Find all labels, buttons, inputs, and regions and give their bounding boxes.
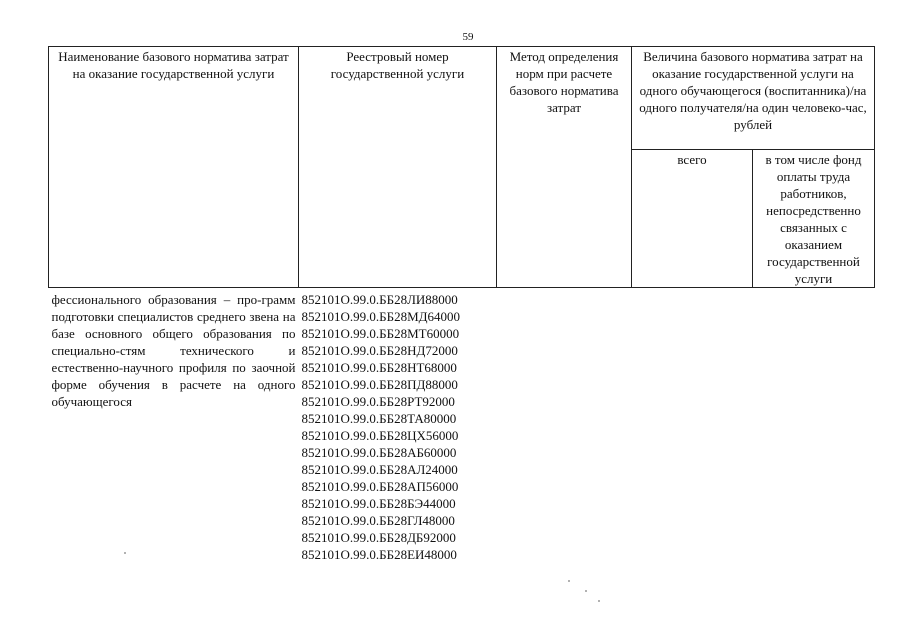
registry-number: 852101О.99.0.ББ28НТ68000 bbox=[301, 360, 457, 375]
registry-number: 852101О.99.0.ББ28МД64000 bbox=[301, 309, 460, 324]
col-header-value-group: Величина базового норматива затрат на оказание государственной услуги на одного обучающегося (воспитанника)/на одного получателя/на один человеко-час, рублей bbox=[632, 47, 875, 150]
page-number: 59 bbox=[462, 31, 474, 43]
scan-speck bbox=[598, 600, 600, 602]
registry-number: 852101О.99.0.ББ28ЛИ88000 bbox=[301, 292, 458, 307]
header-row-main bbox=[49, 47, 875, 150]
scan-speck bbox=[585, 590, 587, 592]
total-cell bbox=[632, 288, 753, 564]
payroll-cell bbox=[753, 288, 875, 564]
service-name-cell bbox=[49, 288, 299, 564]
registry-number: 852101О.99.0.ББ28АБ60000 bbox=[301, 445, 457, 460]
registry-number: 852101О.99.0.ББ28НД72000 bbox=[301, 343, 458, 358]
norms-table bbox=[48, 46, 875, 563]
registry-number: 852101О.99.0.ББ28АЛ24000 bbox=[301, 462, 458, 477]
service-name: фессионального образования – про-грамм подготовки специалистов среднего звена на базе основного общего образования по специально-стям технического и естественно-научного профиля по заочной форме обучения в расчете на одного обучающегося bbox=[51, 292, 296, 409]
registry-cell bbox=[299, 288, 497, 564]
col-header-payroll: в том числе фонд оплаты труда работников, непосредственно связанных с оказанием государственной услуги bbox=[753, 150, 875, 288]
method-cell bbox=[497, 288, 632, 564]
scan-speck bbox=[568, 580, 570, 582]
registry-number: 852101О.99.0.ББ28ЦХ56000 bbox=[301, 428, 459, 443]
registry-number: 852101О.99.0.ББ28ЕИ48000 bbox=[301, 547, 457, 562]
registry-number: 852101О.99.0.ББ28БЭ44000 bbox=[301, 496, 456, 511]
registry-number: 852101О.99.0.ББ28РТ92000 bbox=[301, 394, 455, 409]
registry-number: 852101О.99.0.ББ28ПД88000 bbox=[301, 377, 458, 392]
col-header-method: Метод определения норм при расчете базового норматива затрат bbox=[497, 47, 632, 288]
registry-number: 852101О.99.0.ББ28ТА80000 bbox=[301, 411, 457, 426]
col-header-name: Наименование базового норматива затрат на оказание государственной услуги bbox=[49, 47, 299, 288]
col-header-registry: Реестровый номер государственной услуги bbox=[299, 47, 497, 288]
registry-number-list bbox=[302, 291, 494, 563]
registry-number: 852101О.99.0.ББ28ГЛ48000 bbox=[301, 513, 455, 528]
table-row bbox=[49, 288, 875, 564]
registry-number: 852101О.99.0.ББ28ДБ92000 bbox=[301, 530, 456, 545]
scan-speck bbox=[124, 552, 126, 554]
col-header-total: всего bbox=[632, 150, 753, 288]
registry-number: 852101О.99.0.ББ28АП56000 bbox=[301, 479, 459, 494]
registry-number: 852101О.99.0.ББ28МТ60000 bbox=[301, 326, 460, 341]
